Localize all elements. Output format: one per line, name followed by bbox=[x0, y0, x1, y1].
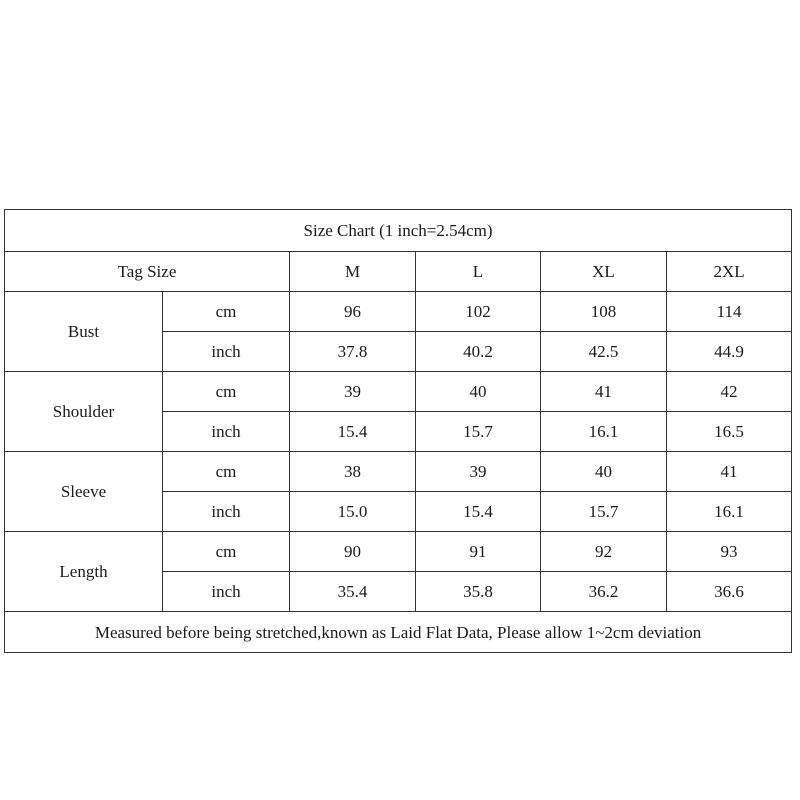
table-cell: 15.7 bbox=[541, 492, 667, 532]
table-cell: 39 bbox=[416, 452, 541, 492]
table-cell: 15.0 bbox=[290, 492, 416, 532]
title-row bbox=[5, 210, 792, 252]
unit-label: inch bbox=[163, 572, 290, 612]
unit-label: cm bbox=[163, 372, 290, 412]
table-cell: 35.8 bbox=[416, 572, 541, 612]
table-cell: 15.4 bbox=[290, 412, 416, 452]
measurement-label-bust: Bust bbox=[5, 292, 163, 372]
table-cell: 36.6 bbox=[667, 572, 792, 612]
table-cell: 38 bbox=[290, 452, 416, 492]
size-header-l: L bbox=[416, 252, 541, 292]
table-cell: 16.1 bbox=[667, 492, 792, 532]
unit-label: cm bbox=[163, 532, 290, 572]
measurement-label-length: Length bbox=[5, 532, 163, 612]
table-cell: 42.5 bbox=[541, 332, 667, 372]
table-cell: 39 bbox=[290, 372, 416, 412]
note-row bbox=[5, 612, 792, 653]
table-cell: 42 bbox=[667, 372, 792, 412]
unit-label: cm bbox=[163, 452, 290, 492]
table-row bbox=[5, 452, 792, 492]
table-cell: 41 bbox=[541, 372, 667, 412]
measurement-label-shoulder: Shoulder bbox=[5, 372, 163, 452]
chart-title: Size Chart (1 inch=2.54cm) bbox=[5, 210, 792, 252]
header-row bbox=[5, 252, 792, 292]
unit-label: cm bbox=[163, 292, 290, 332]
table-row bbox=[5, 532, 792, 572]
table-cell: 40 bbox=[541, 452, 667, 492]
size-header-2xl: 2XL bbox=[667, 252, 792, 292]
table-row bbox=[5, 372, 792, 412]
table-cell: 90 bbox=[290, 532, 416, 572]
table-cell: 15.7 bbox=[416, 412, 541, 452]
measurement-label-sleeve: Sleeve bbox=[5, 452, 163, 532]
table-cell: 91 bbox=[416, 532, 541, 572]
deviation-note: Measured before being stretched,known as Laid Flat Data, Please allow 1~2cm deviation bbox=[5, 612, 792, 653]
unit-label: inch bbox=[163, 412, 290, 452]
table-cell: 41 bbox=[667, 452, 792, 492]
tag-size-label: Tag Size bbox=[5, 252, 290, 292]
table-cell: 108 bbox=[541, 292, 667, 332]
table-cell: 37.8 bbox=[290, 332, 416, 372]
table-cell: 36.2 bbox=[541, 572, 667, 612]
table-cell: 40.2 bbox=[416, 332, 541, 372]
table-cell: 15.4 bbox=[416, 492, 541, 532]
table-cell: 16.1 bbox=[541, 412, 667, 452]
unit-label: inch bbox=[163, 492, 290, 532]
table-cell: 92 bbox=[541, 532, 667, 572]
table-cell: 44.9 bbox=[667, 332, 792, 372]
unit-label: inch bbox=[163, 332, 290, 372]
table-cell: 35.4 bbox=[290, 572, 416, 612]
table-cell: 40 bbox=[416, 372, 541, 412]
table-cell: 102 bbox=[416, 292, 541, 332]
table-cell: 114 bbox=[667, 292, 792, 332]
table-cell: 16.5 bbox=[667, 412, 792, 452]
table-cell: 96 bbox=[290, 292, 416, 332]
size-header-xl: XL bbox=[541, 252, 667, 292]
size-chart-table bbox=[4, 209, 792, 653]
table-cell: 93 bbox=[667, 532, 792, 572]
size-header-m: M bbox=[290, 252, 416, 292]
table-row bbox=[5, 292, 792, 332]
